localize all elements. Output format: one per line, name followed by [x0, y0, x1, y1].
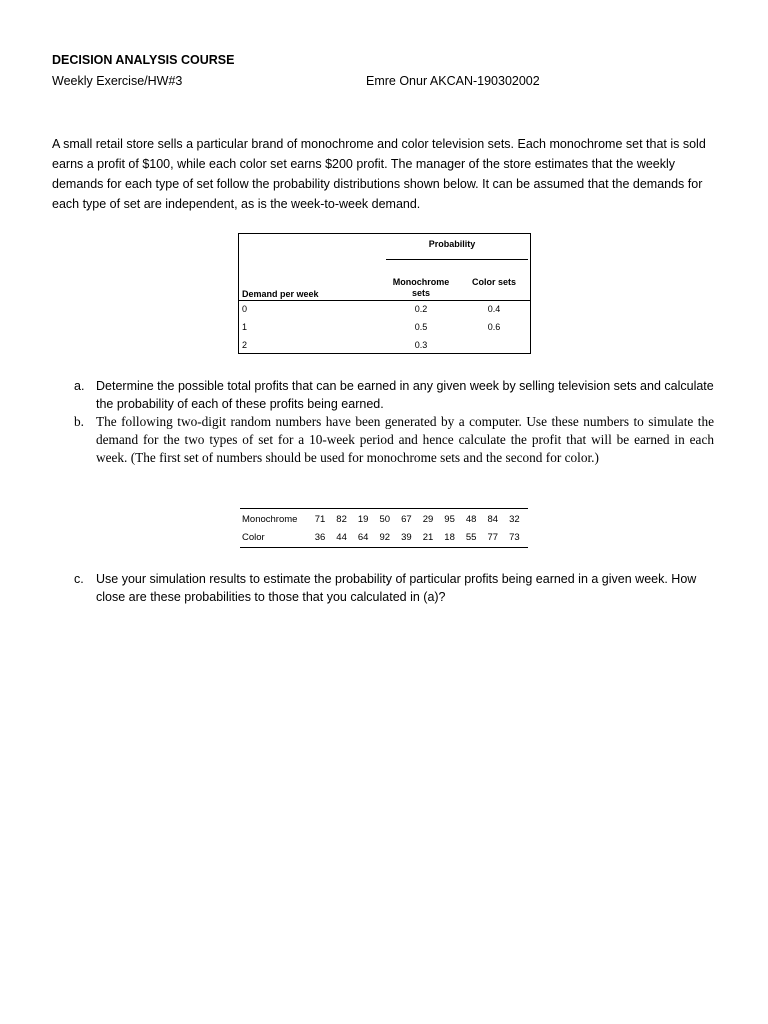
caption-rule	[386, 259, 528, 260]
probability-table	[238, 233, 531, 354]
color-row-label: Color	[242, 532, 265, 543]
color-random-number: 55	[465, 532, 477, 543]
assignment-title: Weekly Exercise/HW#3	[52, 74, 183, 88]
question-b	[74, 413, 714, 467]
intro-paragraph: A small retail store sells a particular brand of monochrome and color television sets. Each monochrome set that is sold earns a profit of $100, while each color set earns $200 profit. The manager of the store estimates that the weekly demands for each type of set follow the probability distributions shown below. It can be assumed that the demands for each type of set are independent, as is the week-to-week demand.	[52, 137, 706, 211]
table-row	[239, 319, 530, 337]
question-a-text: Determine the possible total profits that can be earned in any given week by selling television sets and calculate the probability of each of these profits being earned.	[96, 379, 714, 411]
color-random-number: 36	[314, 532, 326, 543]
question-b-label: b.	[74, 414, 84, 429]
question-c-label: c.	[74, 572, 84, 586]
question-c	[74, 570, 714, 606]
course-title: DECISION ANALYSIS COURSE	[52, 53, 235, 67]
question-b-text: The following two-digit random numbers have been generated by a computer. Use these numbers to simulate the demand for the two types of set for a 10-week period and hence calculate the profit that will be earned in each week. (The first set of numbers should be used for monochrome sets and the second for color.)	[96, 414, 714, 465]
color-random-number: 64	[357, 532, 369, 543]
col-header-color: Color sets	[471, 277, 516, 287]
col-header-monochrome: Monochrome sets	[392, 277, 450, 298]
random-numbers-table	[240, 508, 528, 550]
color-random-number: 44	[336, 532, 347, 543]
table-row	[239, 301, 530, 319]
color-prob-cell: 0.4	[487, 304, 501, 314]
color-random-number: 21	[422, 532, 434, 543]
table-row	[239, 337, 530, 355]
probability-caption: Probability	[428, 239, 476, 249]
monochrome-random-number: 50	[379, 514, 391, 525]
monochrome-random-number: 32	[509, 514, 520, 525]
table-top-rule	[240, 508, 528, 509]
monochrome-random-number: 84	[487, 514, 499, 525]
question-a	[74, 377, 714, 413]
monochrome-random-number: 48	[465, 514, 477, 525]
question-a-label: a.	[74, 379, 85, 393]
col-header-demand: Demand per week	[242, 289, 319, 299]
monochrome-prob-cell: 0.2	[414, 304, 428, 314]
demand-cell: 0	[242, 304, 248, 314]
monochrome-random-number: 29	[422, 514, 434, 525]
question-c-text: Use your simulation results to estimate the probability of particular profits being earned in a given week. How close are these probabilities to those that you calculated in (a)?	[96, 572, 697, 604]
monochrome-prob-cell: 0.5	[414, 322, 428, 332]
monochrome-random-number: 19	[357, 514, 369, 525]
monochrome-random-number: 95	[444, 514, 455, 525]
color-random-number: 18	[444, 532, 455, 543]
demand-cell: 2	[242, 340, 248, 350]
color-random-number: 77	[487, 532, 499, 543]
monochrome-random-number: 71	[314, 514, 326, 525]
color-random-number: 92	[379, 532, 391, 543]
color-random-number: 73	[509, 532, 520, 543]
author-name: Emre Onur AKCAN-190302002	[366, 74, 540, 88]
color-prob-cell: 0.6	[487, 322, 501, 332]
color-random-number: 39	[401, 532, 412, 543]
monochrome-random-number: 67	[401, 514, 412, 525]
monochrome-random-number: 82	[336, 514, 347, 525]
table-bottom-rule	[240, 547, 528, 548]
monochrome-prob-cell: 0.3	[414, 340, 428, 350]
monochrome-row-label: Monochrome	[242, 514, 298, 525]
demand-cell: 1	[242, 322, 248, 332]
